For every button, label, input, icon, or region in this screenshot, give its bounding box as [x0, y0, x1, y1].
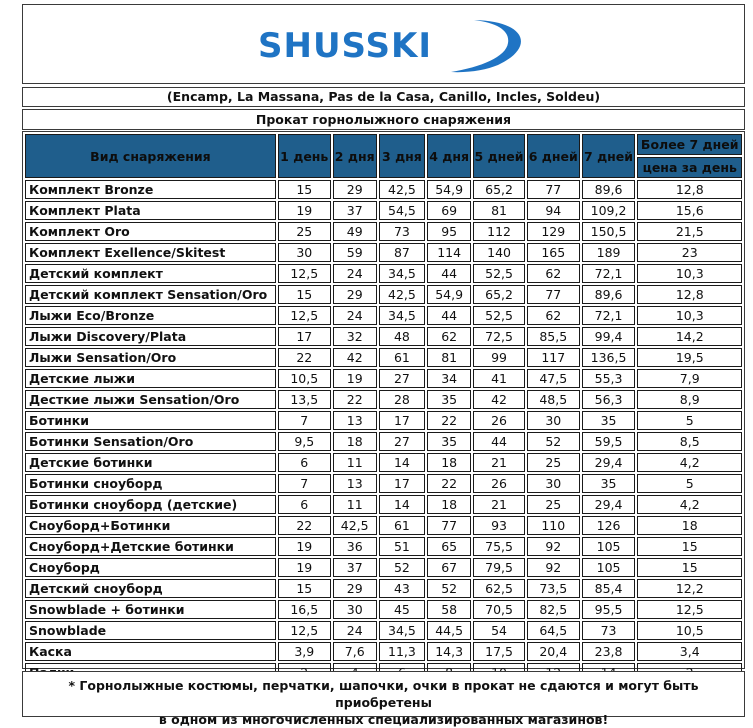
- price-cell: 24: [333, 306, 377, 325]
- price-cell: 13: [333, 411, 377, 430]
- price-cell: 6: [278, 453, 331, 472]
- header-day-5: 5 дней: [473, 134, 525, 178]
- price-cell: 20,4: [527, 642, 580, 661]
- table-row: [25, 264, 742, 283]
- table-row: [25, 327, 742, 346]
- price-cell: 34,5: [379, 264, 425, 283]
- price-cell: 65,2: [473, 180, 525, 199]
- price-cell: 14,3: [427, 642, 471, 661]
- price-cell: 72,1: [582, 306, 636, 325]
- footnote-line-2: в одном из многочисленных специализированных магазинов!: [158, 712, 609, 727]
- header-day-1: 1 день: [278, 134, 331, 178]
- price-cell: 140: [473, 243, 525, 262]
- price-cell: 22: [278, 516, 331, 535]
- price-cell: 69: [427, 201, 471, 220]
- price-cell: 52,5: [473, 306, 525, 325]
- header-day-4: 4 дня: [427, 134, 471, 178]
- price-cell: 189: [582, 243, 636, 262]
- footnote: [22, 671, 745, 727]
- price-cell: 19: [333, 369, 377, 388]
- price-cell: 3,9: [278, 642, 331, 661]
- price-cell: 89,6: [582, 285, 636, 304]
- price-cell: 73: [582, 621, 636, 640]
- price-cell: 62: [427, 327, 471, 346]
- price-per-day-cell: 10,5: [637, 621, 742, 640]
- table-row: [25, 201, 742, 220]
- equipment-name: Ботинки сноуборд: [25, 474, 276, 493]
- price-per-day-cell: 23: [637, 243, 742, 262]
- logo-text: SHUSSKI: [258, 26, 432, 66]
- price-cell: 35: [582, 474, 636, 493]
- price-cell: 92: [527, 558, 580, 577]
- equipment-name: Лыжи Sensation/Oro: [25, 348, 276, 367]
- price-cell: 15: [278, 579, 331, 598]
- price-cell: 29: [333, 285, 377, 304]
- page-title-text: Прокат горнолыжного снаряжения: [255, 112, 512, 127]
- equipment-name: Детские лыжи: [25, 369, 276, 388]
- price-cell: 47,5: [527, 369, 580, 388]
- price-cell: 37: [333, 558, 377, 577]
- price-per-day-cell: 10,3: [637, 264, 742, 283]
- price-cell: 29,4: [582, 495, 636, 514]
- price-cell: 52: [527, 432, 580, 451]
- price-cell: 48,5: [527, 390, 580, 409]
- price-cell: 34,5: [379, 306, 425, 325]
- price-cell: 26: [473, 411, 525, 430]
- price-cell: 95: [427, 222, 471, 241]
- price-cell: 35: [582, 411, 636, 430]
- price-cell: 21: [473, 453, 525, 472]
- price-cell: 45: [379, 600, 425, 619]
- price-per-day-cell: 4,2: [637, 453, 742, 472]
- table-row: [25, 537, 742, 556]
- price-cell: 11,3: [379, 642, 425, 661]
- equipment-name: Лыжи Discovery/Plata: [25, 327, 276, 346]
- table-row: [25, 243, 742, 262]
- price-per-day-cell: 8,9: [637, 390, 742, 409]
- price-cell: 25: [278, 222, 331, 241]
- price-cell: 52: [379, 558, 425, 577]
- price-cell: 44: [427, 264, 471, 283]
- table-row: [25, 285, 742, 304]
- price-cell: 54,9: [427, 285, 471, 304]
- price-per-day-cell: 18: [637, 516, 742, 535]
- price-per-day-cell: 8,5: [637, 432, 742, 451]
- price-cell: 64,5: [527, 621, 580, 640]
- price-cell: 112: [473, 222, 525, 241]
- price-cell: 136,5: [582, 348, 636, 367]
- locations-text: (Encamp, La Massana, Pas de la Casa, Canillo, Incles, Soldeu): [166, 89, 601, 104]
- price-cell: 51: [379, 537, 425, 556]
- price-cell: 105: [582, 537, 636, 556]
- price-cell: 18: [427, 495, 471, 514]
- table-row: [25, 600, 742, 619]
- price-cell: 28: [379, 390, 425, 409]
- equipment-name: Ботинки сноуборд (детские): [25, 495, 276, 514]
- price-cell: 12,5: [278, 264, 331, 283]
- price-cell: 85,4: [582, 579, 636, 598]
- price-cell: 81: [473, 201, 525, 220]
- price-per-day-cell: 10,3: [637, 306, 742, 325]
- price-cell: 65: [427, 537, 471, 556]
- price-cell: 30: [333, 600, 377, 619]
- equipment-name: Ботинки Sensation/Oro: [25, 432, 276, 451]
- price-cell: 99,4: [582, 327, 636, 346]
- price-cell: 21: [473, 495, 525, 514]
- price-per-day-cell: 4,2: [637, 495, 742, 514]
- price-cell: 17: [379, 411, 425, 430]
- price-cell: 82,5: [527, 600, 580, 619]
- price-cell: 32: [333, 327, 377, 346]
- price-cell: 73,5: [527, 579, 580, 598]
- table-row: [25, 222, 742, 241]
- equipment-name: Сноуборд: [25, 558, 276, 577]
- footnote-line-1: * Горнолыжные костюмы, перчатки, шапочки, очки в прокат не сдаются и могут быть приобретены: [68, 678, 699, 710]
- equipment-name: Snowblade: [25, 621, 276, 640]
- price-cell: 56,3: [582, 390, 636, 409]
- price-cell: 93: [473, 516, 525, 535]
- price-cell: 43: [379, 579, 425, 598]
- price-per-day-cell: 19,5: [637, 348, 742, 367]
- price-cell: 7,6: [333, 642, 377, 661]
- price-cell: 42,5: [379, 285, 425, 304]
- price-cell: 55,3: [582, 369, 636, 388]
- table-row: [25, 579, 742, 598]
- price-cell: 29: [333, 579, 377, 598]
- price-cell: 12,5: [278, 306, 331, 325]
- price-cell: 27: [379, 432, 425, 451]
- price-cell: 61: [379, 516, 425, 535]
- price-per-day-cell: 15: [637, 537, 742, 556]
- price-cell: 27: [379, 369, 425, 388]
- price-cell: 22: [427, 411, 471, 430]
- price-per-day-cell: 12,8: [637, 285, 742, 304]
- price-cell: 62: [527, 264, 580, 283]
- price-per-day-cell: 15: [637, 558, 742, 577]
- price-cell: 62,5: [473, 579, 525, 598]
- price-cell: 65,2: [473, 285, 525, 304]
- table-row: [25, 369, 742, 388]
- price-cell: 42,5: [333, 516, 377, 535]
- price-cell: 22: [278, 348, 331, 367]
- price-cell: 35: [427, 390, 471, 409]
- table-row: [25, 558, 742, 577]
- equipment-name: Сноуборд+Детские ботинки: [25, 537, 276, 556]
- table-row: [25, 432, 742, 451]
- price-cell: 13: [333, 474, 377, 493]
- price-cell: 92: [527, 537, 580, 556]
- price-cell: 23,8: [582, 642, 636, 661]
- price-cell: 19: [278, 537, 331, 556]
- price-cell: 105: [582, 558, 636, 577]
- price-cell: 117: [527, 348, 580, 367]
- price-cell: 16,5: [278, 600, 331, 619]
- price-cell: 30: [527, 474, 580, 493]
- equipment-name: Комплект Oro: [25, 222, 276, 241]
- price-cell: 41: [473, 369, 525, 388]
- price-cell: 29,4: [582, 453, 636, 472]
- price-cell: 61: [379, 348, 425, 367]
- price-cell: 42,5: [379, 180, 425, 199]
- price-cell: 6: [278, 495, 331, 514]
- price-cell: 110: [527, 516, 580, 535]
- price-table-body: [25, 180, 742, 682]
- price-cell: 165: [527, 243, 580, 262]
- price-cell: 109,2: [582, 201, 636, 220]
- price-cell: 99: [473, 348, 525, 367]
- price-cell: 114: [427, 243, 471, 262]
- table-row: [25, 306, 742, 325]
- price-cell: 17: [278, 327, 331, 346]
- price-cell: 25: [527, 453, 580, 472]
- equipment-name: Snowblade + ботинки: [25, 600, 276, 619]
- price-cell: 18: [333, 432, 377, 451]
- price-cell: 126: [582, 516, 636, 535]
- price-per-day-cell: 7,9: [637, 369, 742, 388]
- price-cell: 17: [379, 474, 425, 493]
- price-cell: 58: [427, 600, 471, 619]
- table-row: [25, 474, 742, 493]
- price-cell: 48: [379, 327, 425, 346]
- price-per-day-cell: 14,2: [637, 327, 742, 346]
- header-day-2: 2 дня: [333, 134, 377, 178]
- table-row: [25, 621, 742, 640]
- price-cell: 19: [278, 558, 331, 577]
- price-cell: 44,5: [427, 621, 471, 640]
- price-cell: 79,5: [473, 558, 525, 577]
- price-cell: 7: [278, 411, 331, 430]
- price-cell: 10,5: [278, 369, 331, 388]
- header-day-3: 3 дня: [379, 134, 425, 178]
- price-cell: 36: [333, 537, 377, 556]
- price-cell: 19: [278, 201, 331, 220]
- price-cell: 54,5: [379, 201, 425, 220]
- price-table: [22, 131, 745, 669]
- price-cell: 22: [333, 390, 377, 409]
- equipment-name: Детский комплект: [25, 264, 276, 283]
- equipment-name: Детский сноуборд: [25, 579, 276, 598]
- price-per-day-cell: 12,2: [637, 579, 742, 598]
- price-cell: 7: [278, 474, 331, 493]
- price-cell: 49: [333, 222, 377, 241]
- price-cell: 26: [473, 474, 525, 493]
- price-cell: 54,9: [427, 180, 471, 199]
- header-day-6: 6 дней: [527, 134, 580, 178]
- equipment-name: Лыжи Eco/Bronze: [25, 306, 276, 325]
- price-cell: 24: [333, 264, 377, 283]
- price-cell: 18: [427, 453, 471, 472]
- equipment-name: Десткие лыжи Sensation/Oro: [25, 390, 276, 409]
- price-cell: 75,5: [473, 537, 525, 556]
- price-cell: 95,5: [582, 600, 636, 619]
- page-title: [22, 109, 745, 130]
- price-cell: 15: [278, 285, 331, 304]
- price-cell: 13,5: [278, 390, 331, 409]
- price-cell: 52,5: [473, 264, 525, 283]
- price-cell: 54: [473, 621, 525, 640]
- price-cell: 42: [333, 348, 377, 367]
- price-cell: 37: [333, 201, 377, 220]
- price-cell: 72,5: [473, 327, 525, 346]
- price-cell: 22: [427, 474, 471, 493]
- price-per-day-cell: 21,5: [637, 222, 742, 241]
- price-per-day-cell: 12,8: [637, 180, 742, 199]
- equipment-name: Комплект Plata: [25, 201, 276, 220]
- price-cell: 29: [333, 180, 377, 199]
- table-row: [25, 642, 742, 661]
- price-per-day-cell: 5: [637, 474, 742, 493]
- equipment-name: Детские ботинки: [25, 453, 276, 472]
- price-cell: 15: [278, 180, 331, 199]
- price-cell: 42: [473, 390, 525, 409]
- equipment-name: Ботинки: [25, 411, 276, 430]
- price-per-day-cell: 15,6: [637, 201, 742, 220]
- price-cell: 30: [278, 243, 331, 262]
- equipment-name: Комплект Exellence/Skitest: [25, 243, 276, 262]
- table-row: [25, 180, 742, 199]
- price-cell: 70,5: [473, 600, 525, 619]
- price-cell: 11: [333, 495, 377, 514]
- price-cell: 59: [333, 243, 377, 262]
- price-cell: 52: [427, 579, 471, 598]
- table-row: [25, 516, 742, 535]
- price-cell: 12,5: [278, 621, 331, 640]
- price-cell: 9,5: [278, 432, 331, 451]
- price-cell: 25: [527, 495, 580, 514]
- locations-line: [22, 87, 745, 107]
- price-cell: 34: [427, 369, 471, 388]
- price-cell: 94: [527, 201, 580, 220]
- table-row: [25, 411, 742, 430]
- table-row: [25, 390, 742, 409]
- price-cell: 62: [527, 306, 580, 325]
- price-cell: 30: [527, 411, 580, 430]
- price-cell: 59,5: [582, 432, 636, 451]
- price-cell: 35: [427, 432, 471, 451]
- price-cell: 44: [473, 432, 525, 451]
- price-cell: 77: [427, 516, 471, 535]
- price-cell: 87: [379, 243, 425, 262]
- price-cell: 81: [427, 348, 471, 367]
- equipment-name: Комплект Bronze: [25, 180, 276, 199]
- price-per-day-cell: 12,5: [637, 600, 742, 619]
- equipment-name: Каска: [25, 642, 276, 661]
- price-cell: 73: [379, 222, 425, 241]
- price-cell: 77: [527, 285, 580, 304]
- equipment-name: Сноуборд+Ботинки: [25, 516, 276, 535]
- price-per-day-cell: 5: [637, 411, 742, 430]
- header-day-7: 7 дней: [582, 134, 636, 178]
- header-price-per-day: цена за день: [637, 157, 742, 178]
- price-cell: 44: [427, 306, 471, 325]
- table-row: [25, 453, 742, 472]
- price-cell: 17,5: [473, 642, 525, 661]
- shusski-logo: [236, 17, 536, 73]
- price-cell: 34,5: [379, 621, 425, 640]
- price-cell: 77: [527, 180, 580, 199]
- price-cell: 14: [379, 453, 425, 472]
- price-cell: 85,5: [527, 327, 580, 346]
- table-row: [25, 348, 742, 367]
- price-cell: 14: [379, 495, 425, 514]
- equipment-name: Детский комплект Sensation/Oro: [25, 285, 276, 304]
- price-cell: 150,5: [582, 222, 636, 241]
- price-cell: 11: [333, 453, 377, 472]
- header-equipment: Вид снаряжения: [25, 134, 276, 178]
- header-more-days: Более 7 дней: [637, 134, 742, 155]
- price-cell: 89,6: [582, 180, 636, 199]
- price-cell: 67: [427, 558, 471, 577]
- logo-panel: [22, 4, 745, 84]
- table-row: [25, 495, 742, 514]
- price-cell: 24: [333, 621, 377, 640]
- price-cell: 72,1: [582, 264, 636, 283]
- price-cell: 129: [527, 222, 580, 241]
- price-per-day-cell: 3,4: [637, 642, 742, 661]
